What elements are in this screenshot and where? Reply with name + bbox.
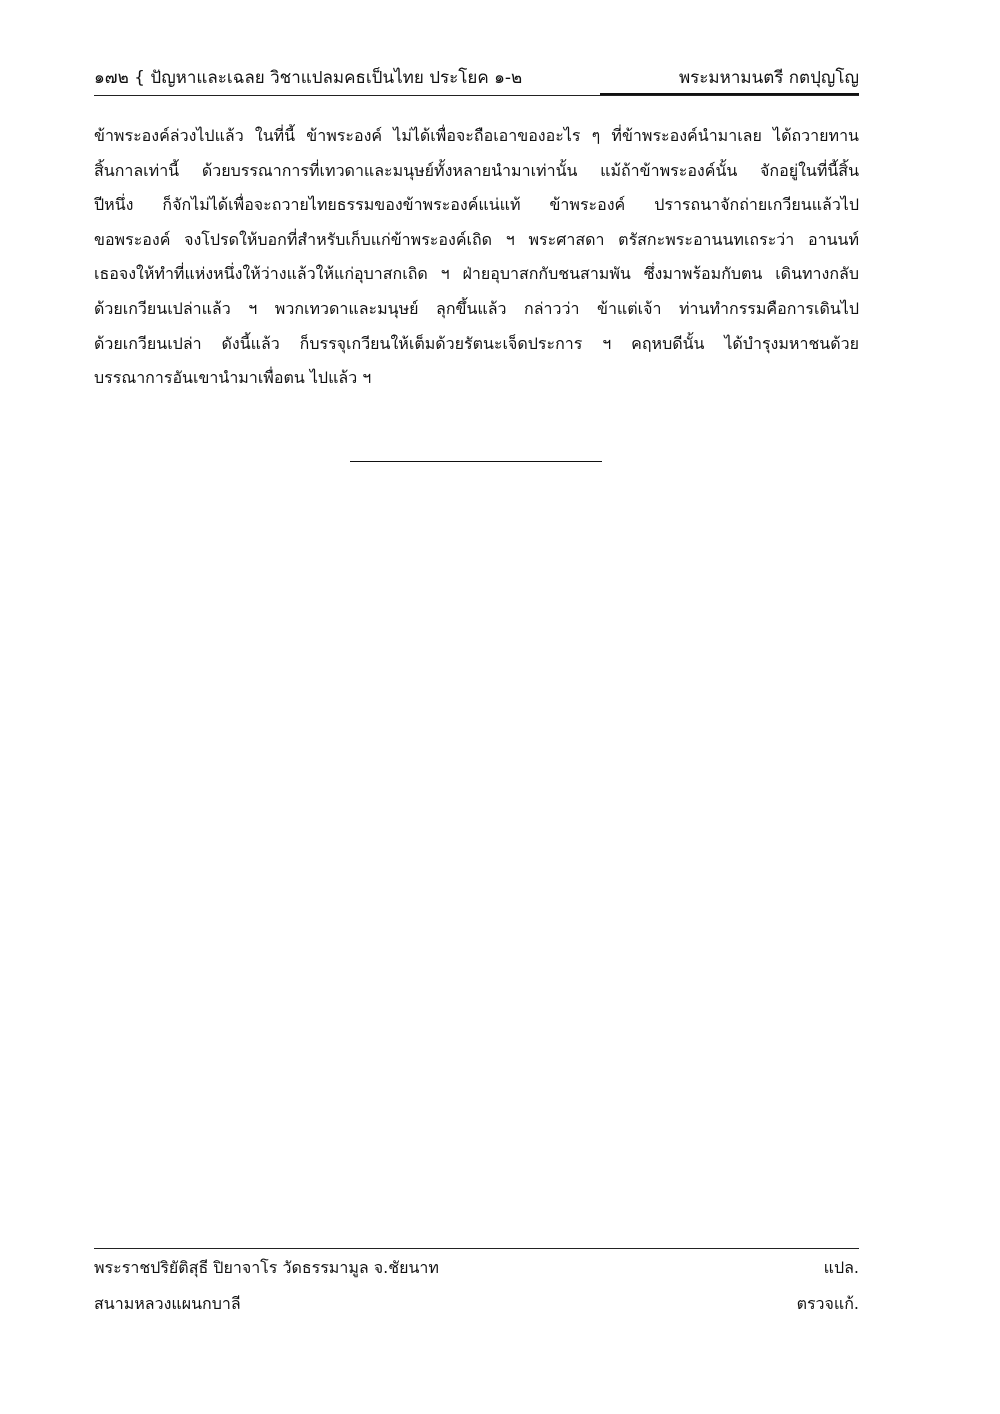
body-line: บรรณาการอันเขานำมาเพื่อตน ไปแล้ว ฯ: [94, 368, 372, 388]
footer-translator-role: แปล.: [823, 1258, 859, 1277]
body-line: สิ้นกาลเท่านี้ ด้วยบรรณาการที่เทวดาและมนุษย์ทั้งหลายนำมาเท่านั้น แม้ถ้าข้าพระองค์นั้น จักอยู่ในที่นี้สิ้น: [94, 160, 859, 180]
footer-translator: พระราชปริยัติสุธี ปิยาจาโร วัดธรรมามูล จ.ชัยนาท: [94, 1258, 439, 1277]
footer-reviewer: สนามหลวงแผนกบาลี: [94, 1294, 241, 1313]
body-line: ปีหนึ่ง ก็จักไม่ได้เพื่อจะถวายไทยธรรมของข้าพระองค์แน่แท้ ข้าพระองค์ ปรารถนาจักถ่ายเกวียนแล้วไป: [94, 195, 859, 215]
header-author: พระมหามนตรี กตปุญโญ: [678, 68, 859, 88]
header-page-title: ๑๗๒ { ปัญหาและเฉลย วิชาแปลมคธเป็นไทย ประโยค ๑-๒: [94, 68, 523, 88]
header-rule-accent: [600, 93, 859, 95]
body-line: เธอจงให้ทำที่แห่งหนึ่งให้ว่างแล้วให้แก่อุบาสกเถิด ฯ ฝ่ายอุบาสกกับชนสามพัน ซึ่งมาพร้อมกับตน เดินทางกลับ: [94, 264, 859, 284]
body-line: ด้วยเกวียนเปล่า ดังนี้แล้ว ก็บรรจุเกวียนให้เต็มด้วยรัตนะเจ็ดประการ ฯ คฤหบดีนั้น ได้บำรุงมหาชนด้วย: [94, 333, 859, 353]
footer-row-translator: [94, 1256, 859, 1292]
page-header: [94, 66, 859, 94]
header-rule: [94, 95, 859, 96]
end-divider: [350, 461, 602, 462]
body-line: ข้าพระองค์ล่วงไปแล้ว ในที่นี้ ข้าพระองค์ ไม่ได้เพื่อจะถือเอาของอะไร ๆ ที่ข้าพระองค์นำมาเลย ได้ถวายทาน: [94, 126, 859, 145]
footer-rule: [94, 1248, 859, 1249]
footer-row-reviewer: [94, 1292, 859, 1328]
page-footer: [94, 1256, 859, 1328]
body-text: [94, 124, 859, 401]
body-line: ด้วยเกวียนเปล่าแล้ว ฯ พวกเทวดาและมนุษย์ ลุกขึ้นแล้ว กล่าวว่า ข้าแต่เจ้า ท่านทำกรรมคือการเดินไป: [94, 298, 859, 318]
body-line: ขอพระองค์ จงโปรดให้บอกที่สำหรับเก็บแก่ข้าพระองค์เถิด ฯ พระศาสดา ตรัสกะพระอานนทเถระว่า อานนท์: [94, 229, 859, 249]
footer-reviewer-role: ตรวจแก้.: [796, 1294, 859, 1313]
